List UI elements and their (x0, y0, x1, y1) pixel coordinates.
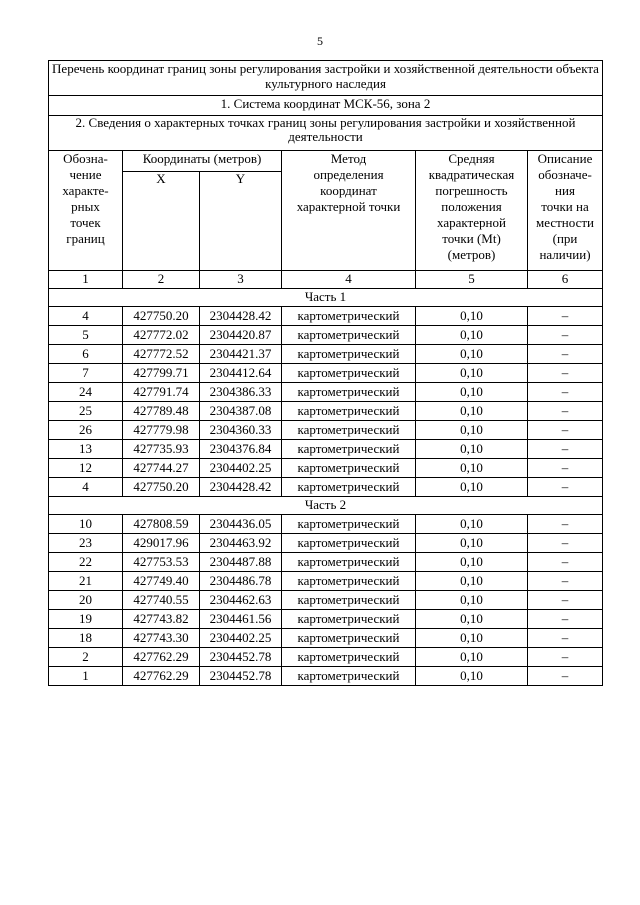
point-number: 24 (49, 383, 123, 402)
coord-y: 2304487.88 (200, 553, 282, 572)
coord-y: 2304412.64 (200, 364, 282, 383)
point-number: 4 (49, 307, 123, 326)
description-cell: – (528, 459, 603, 478)
coord-y: 2304452.78 (200, 667, 282, 686)
part-title: Часть 2 (49, 497, 603, 515)
method-cell: картометрический (282, 591, 416, 610)
part-title: Часть 1 (49, 289, 603, 307)
coord-y: 2304452.78 (200, 648, 282, 667)
table-row (49, 421, 603, 440)
coord-y: 2304387.08 (200, 402, 282, 421)
description-cell: – (528, 402, 603, 421)
table-row (49, 440, 603, 459)
description-cell: – (528, 591, 603, 610)
header-description: Описание обозначе- ния точки на местности (при наличии) (528, 151, 603, 271)
point-number: 18 (49, 629, 123, 648)
error-cell: 0,10 (416, 572, 528, 591)
coord-x: 427772.02 (123, 326, 200, 345)
table-row (49, 553, 603, 572)
description-cell: – (528, 307, 603, 326)
table-row (49, 459, 603, 478)
error-cell: 0,10 (416, 629, 528, 648)
coord-y: 2304386.33 (200, 383, 282, 402)
table-row (49, 478, 603, 497)
table-row (49, 648, 603, 667)
coord-y: 2304428.42 (200, 307, 282, 326)
coord-x: 429017.96 (123, 534, 200, 553)
section-title: 2. Сведения о характерных точках границ зоны регулирования застройки и хозяйственной деятельности (49, 116, 603, 151)
coord-x: 427750.20 (123, 478, 200, 497)
column-number: 5 (416, 271, 528, 289)
point-number: 1 (49, 667, 123, 686)
header-error: Средняя квадратическая погрешность положения характерной точки (Mt) (метров) (416, 151, 528, 271)
column-number: 4 (282, 271, 416, 289)
header-method: Метод определения координат характерной точки (282, 151, 416, 271)
header-row (49, 151, 603, 172)
description-cell: – (528, 629, 603, 648)
coord-x: 427740.55 (123, 591, 200, 610)
coord-y: 2304463.92 (200, 534, 282, 553)
error-cell: 0,10 (416, 307, 528, 326)
coord-y: 2304462.63 (200, 591, 282, 610)
error-cell: 0,10 (416, 402, 528, 421)
table-row (49, 667, 603, 686)
table-row (49, 610, 603, 629)
description-cell: – (528, 610, 603, 629)
method-cell: картометрический (282, 610, 416, 629)
error-cell: 0,10 (416, 553, 528, 572)
column-number: 2 (123, 271, 200, 289)
coord-x: 427753.53 (123, 553, 200, 572)
coord-y: 2304461.56 (200, 610, 282, 629)
table-title: Перечень координат границ зоны регулирования застройки и хозяйственной деятельности объекта культурного наследия (49, 61, 603, 96)
description-cell: – (528, 667, 603, 686)
point-number: 26 (49, 421, 123, 440)
coord-y: 2304360.33 (200, 421, 282, 440)
coord-x: 427808.59 (123, 515, 200, 534)
error-cell: 0,10 (416, 326, 528, 345)
point-number: 23 (49, 534, 123, 553)
coord-y: 2304421.37 (200, 345, 282, 364)
point-number: 2 (49, 648, 123, 667)
table-row (49, 515, 603, 534)
method-cell: картометрический (282, 383, 416, 402)
method-cell: картометрический (282, 307, 416, 326)
error-cell: 0,10 (416, 515, 528, 534)
method-cell: картометрический (282, 459, 416, 478)
table-row (49, 534, 603, 553)
method-cell: картометрический (282, 629, 416, 648)
table-row (49, 307, 603, 326)
point-number: 10 (49, 515, 123, 534)
error-cell: 0,10 (416, 345, 528, 364)
table-row (49, 383, 603, 402)
coordinate-system-row (49, 96, 603, 116)
description-cell: – (528, 421, 603, 440)
description-cell: – (528, 364, 603, 383)
error-cell: 0,10 (416, 440, 528, 459)
coord-x: 427735.93 (123, 440, 200, 459)
table-row (49, 402, 603, 421)
method-cell: картометрический (282, 553, 416, 572)
error-cell: 0,10 (416, 591, 528, 610)
header-x: X (123, 172, 200, 271)
point-number: 19 (49, 610, 123, 629)
point-number: 12 (49, 459, 123, 478)
description-cell: – (528, 572, 603, 591)
point-number: 6 (49, 345, 123, 364)
coord-x: 427789.48 (123, 402, 200, 421)
part-header-row (49, 289, 603, 307)
column-numbers-row (49, 271, 603, 289)
coord-x: 427772.52 (123, 345, 200, 364)
coord-x: 427791.74 (123, 383, 200, 402)
coord-x: 427750.20 (123, 307, 200, 326)
error-cell: 0,10 (416, 383, 528, 402)
column-number: 6 (528, 271, 603, 289)
method-cell: картометрический (282, 478, 416, 497)
method-cell: картометрический (282, 345, 416, 364)
error-cell: 0,10 (416, 421, 528, 440)
coord-y: 2304486.78 (200, 572, 282, 591)
table-row (49, 591, 603, 610)
error-cell: 0,10 (416, 648, 528, 667)
table-row (49, 364, 603, 383)
table-row (49, 629, 603, 648)
method-cell: картометрический (282, 515, 416, 534)
coord-y: 2304376.84 (200, 440, 282, 459)
error-cell: 0,10 (416, 534, 528, 553)
section-title-row (49, 116, 603, 151)
method-cell: картометрический (282, 572, 416, 591)
coord-x: 427762.29 (123, 667, 200, 686)
description-cell: – (528, 345, 603, 364)
error-cell: 0,10 (416, 459, 528, 478)
table-row (49, 572, 603, 591)
column-number: 1 (49, 271, 123, 289)
point-number: 20 (49, 591, 123, 610)
method-cell: картометрический (282, 326, 416, 345)
description-cell: – (528, 553, 603, 572)
header-designation: Обозна- чение характе- рных точек границ (49, 151, 123, 271)
table-title-row (49, 61, 603, 96)
table-row (49, 326, 603, 345)
part-header-row (49, 497, 603, 515)
method-cell: картометрический (282, 648, 416, 667)
coord-x: 427743.30 (123, 629, 200, 648)
header-y: Y (200, 172, 282, 271)
description-cell: – (528, 534, 603, 553)
error-cell: 0,10 (416, 610, 528, 629)
coord-y: 2304402.25 (200, 459, 282, 478)
coord-x: 427749.40 (123, 572, 200, 591)
error-cell: 0,10 (416, 478, 528, 497)
point-number: 4 (49, 478, 123, 497)
coord-x: 427744.27 (123, 459, 200, 478)
table-row (49, 345, 603, 364)
point-number: 7 (49, 364, 123, 383)
point-number: 13 (49, 440, 123, 459)
coordinate-system: 1. Система координат МСК-56, зона 2 (49, 96, 603, 116)
description-cell: – (528, 478, 603, 497)
description-cell: – (528, 648, 603, 667)
header-coordinates: Координаты (метров) (123, 151, 282, 172)
coordinates-table (48, 60, 603, 686)
method-cell: картометрический (282, 440, 416, 459)
method-cell: картометрический (282, 534, 416, 553)
point-number: 21 (49, 572, 123, 591)
coord-x: 427799.71 (123, 364, 200, 383)
description-cell: – (528, 440, 603, 459)
description-cell: – (528, 515, 603, 534)
coord-y: 2304402.25 (200, 629, 282, 648)
method-cell: картометрический (282, 421, 416, 440)
coord-x: 427762.29 (123, 648, 200, 667)
point-number: 22 (49, 553, 123, 572)
column-number: 3 (200, 271, 282, 289)
error-cell: 0,10 (416, 364, 528, 383)
coord-x: 427779.98 (123, 421, 200, 440)
page-number: 5 (317, 34, 323, 48)
error-cell: 0,10 (416, 667, 528, 686)
coord-x: 427743.82 (123, 610, 200, 629)
coord-y: 2304436.05 (200, 515, 282, 534)
description-cell: – (528, 326, 603, 345)
point-number: 5 (49, 326, 123, 345)
coord-y: 2304428.42 (200, 478, 282, 497)
point-number: 25 (49, 402, 123, 421)
description-cell: – (528, 383, 603, 402)
coord-y: 2304420.87 (200, 326, 282, 345)
method-cell: картометрический (282, 364, 416, 383)
method-cell: картометрический (282, 402, 416, 421)
method-cell: картометрический (282, 667, 416, 686)
